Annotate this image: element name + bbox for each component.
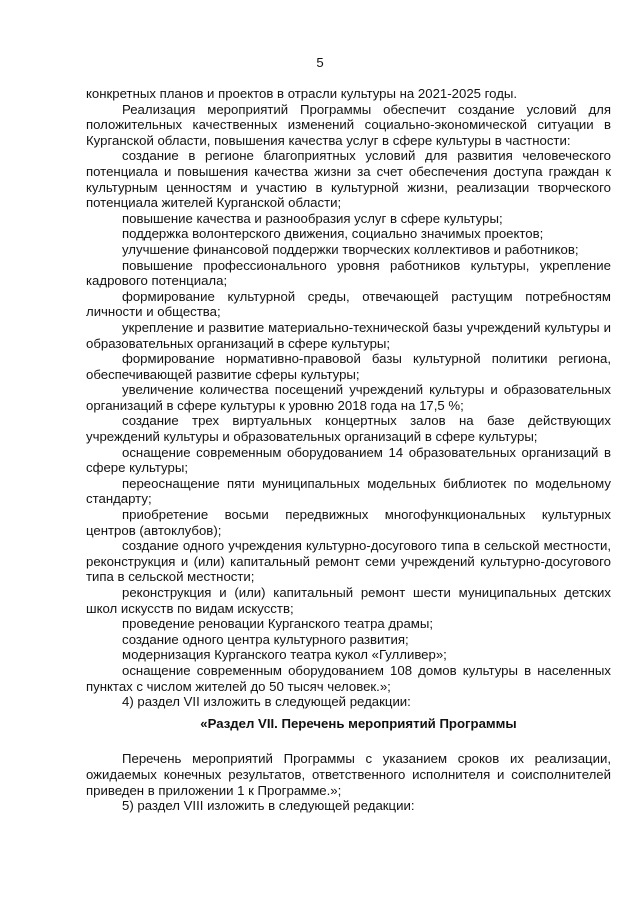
paragraph: реконструкция и (или) капитальный ремонт шести муниципальных детских школ искусств по видам искусств;: [86, 585, 611, 616]
spacer: [86, 741, 611, 751]
paragraph: проведение реновации Курганского театра драмы;: [122, 616, 433, 632]
page-number: 5: [316, 55, 324, 70]
document-body: [86, 86, 611, 814]
paragraph: переоснащение пяти муниципальных модельных библиотек по модельному стандарту;: [86, 475, 611, 507]
paragraph: Реализация мероприятий Программы обеспечит создание условий для положительных качественных изменений социально-экономической ситуации в Курганской области, повышения качества услуг в сфере культуры в частности:: [86, 101, 611, 148]
paragraph: создание одного учреждения культурно-досугового типа в сельской местности, реконструкция и (или) капитальный ремонт семи учреждений культурно-досугового типа в сельской местности;: [86, 538, 611, 585]
paragraph: модернизация Курганского театра кукол «Гулливер»;: [122, 647, 447, 663]
paragraph: повышение качества и разнообразия услуг в сфере культуры;: [122, 210, 503, 226]
paragraph: Перечень мероприятий Программы с указанием сроков их реализации, ожидаемых конечных результатов, ответственного исполнителя и соисполнителей приведен в приложении 1 к Программе.»;: [86, 751, 611, 798]
paragraph: конкретных планов и проектов в отрасли культуры на 2021-2025 годы.: [86, 86, 518, 101]
paragraphs-before-heading: [86, 86, 611, 710]
paragraph: оснащение современным оборудованием 14 образовательных организаций в сфере культуры;: [86, 444, 611, 476]
paragraph: оснащение современным оборудованием 108 домов культуры в населенных пунктах с числом жителей до 50 тысяч человек.»;: [86, 662, 611, 694]
paragraph: создание в регионе благоприятных условий для развития человеческого потенциала и повышения качества жизни за счет обеспечения доступа граждан к культурным ценностям и участию в культурной жизни, реализации творческого потенциала жителей Курганской области;: [86, 148, 611, 211]
paragraph: создание трех виртуальных концертных залов на базе действующих учреждений культуры и образовательных организаций в сфере культуры;: [86, 413, 611, 445]
paragraph: формирование нормативно-правовой базы культурной политики региона, обеспечивающей развитие сферы культуры;: [86, 351, 611, 382]
paragraph: создание одного центра культурного развития;: [122, 631, 409, 647]
paragraph: 4) раздел VII изложить в следующей редакции:: [122, 694, 411, 710]
paragraph: укрепление и развитие материально-технической базы учреждений культуры и образовательных организаций в сфере культуры;: [86, 319, 611, 351]
paragraphs-after-heading: [86, 751, 611, 813]
paragraph: 5) раздел VIII изложить в следующей редакции:: [122, 798, 415, 814]
paragraph: улучшение финансовой поддержки творческих коллективов и работников;: [122, 241, 579, 257]
paragraph: поддержка волонтерского движения, социально значимых проектов;: [122, 226, 544, 242]
paragraph: повышение профессионального уровня работников культуры, укрепление кадрового потенциала;: [86, 257, 611, 289]
paragraph: формирование культурной среды, отвечающей растущим потребностям личности и общества;: [86, 288, 611, 320]
paragraph: приобретение восьми передвижных многофункциональных культурных центров (автоклубов);: [86, 507, 611, 538]
section-heading: «Раздел VII. Перечень мероприятий Программы: [200, 715, 517, 731]
paragraph: увеличение количества посещений учреждений культуры и образовательных организаций в сфере культуры к уровню 2018 года на 17,5 %;: [86, 382, 611, 413]
